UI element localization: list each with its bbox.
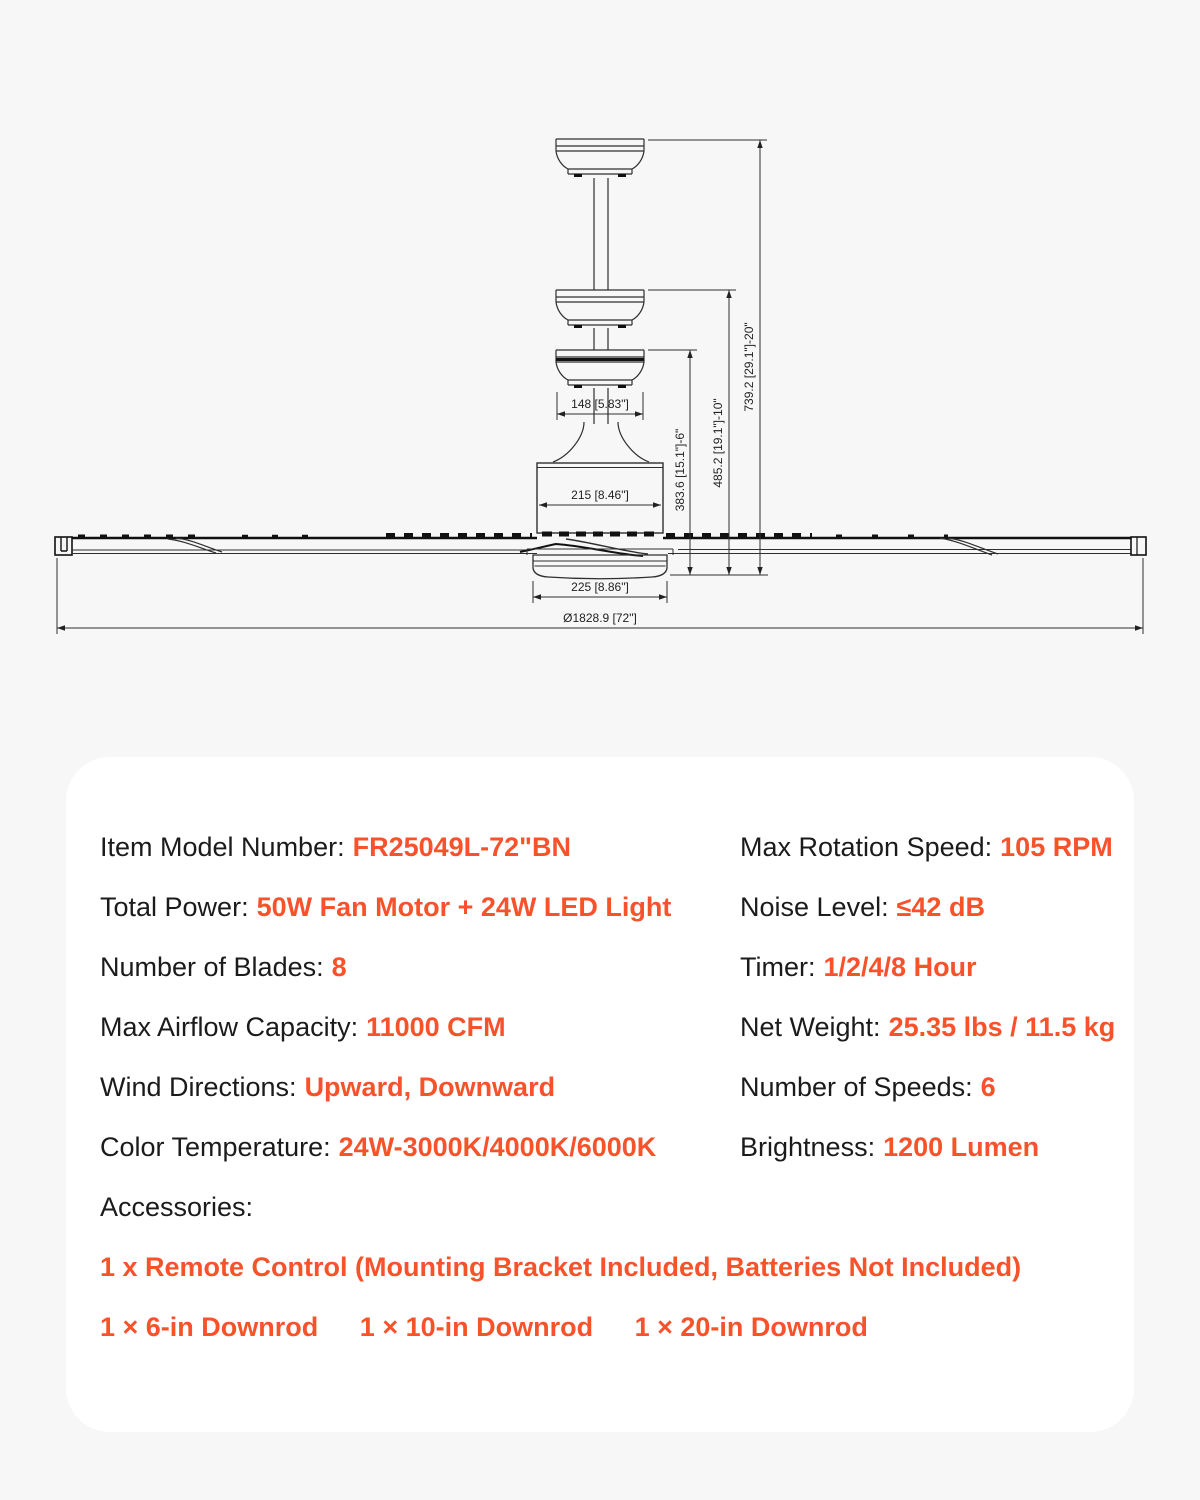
dim-motor-width (539, 488, 661, 508)
dim-blade-diameter-label: Ø1828.9 [72"] (563, 611, 637, 625)
downrod-upper (594, 178, 608, 290)
spec-label: Timer: (740, 952, 816, 982)
dim-height-20in (648, 140, 767, 575)
accessory-downrod-20in: 1 × 20-in Downrod (634, 1312, 868, 1342)
spec-row-net-weight (740, 997, 1115, 1057)
spec-row-timer (740, 937, 1115, 997)
spec-label: Accessories: (100, 1192, 254, 1222)
spec-label: Net Weight: (740, 1012, 881, 1042)
spec-value: FR25049L-72"BN (352, 832, 571, 862)
spec-row-noise-level (740, 877, 1115, 937)
spec-label: Total Power: (100, 892, 249, 922)
dim-canopy-width-label: 148 [5.83"] (571, 397, 629, 411)
spec-row-brightness (740, 1117, 1115, 1177)
accessory-downrods (100, 1297, 868, 1357)
accessory-downrod-6in: 1 × 6-in Downrod (100, 1312, 319, 1342)
spec-label: Max Rotation Speed: (740, 832, 993, 862)
spec-value: 25.35 lbs / 11.5 kg (888, 1012, 1116, 1042)
dim-light-width (533, 580, 667, 603)
accessory-remote-control: 1 x Remote Control (Mounting Bracket Included, Batteries Not Included) (100, 1252, 1022, 1282)
spec-column-right (740, 817, 1115, 1177)
spec-label: Color Temperature: (100, 1132, 331, 1162)
spec-label: Wind Directions: (100, 1072, 297, 1102)
dim-height-10in (648, 290, 736, 575)
fan-blades (55, 534, 1146, 556)
spec-row-blades (100, 937, 671, 997)
dim-canopy-width (557, 392, 643, 420)
canopy-6in (556, 350, 644, 388)
spec-row-model (100, 817, 671, 877)
canopy-20in (556, 139, 644, 177)
spec-row-color-temperature (100, 1117, 671, 1177)
spec-label: Number of Speeds: (740, 1072, 973, 1102)
fan-dimension-diagram (0, 0, 1200, 700)
spec-value: 1200 Lumen (883, 1132, 1040, 1162)
spec-value: Upward, Downward (304, 1072, 556, 1102)
spec-row-wind-directions (100, 1057, 671, 1117)
spec-value: 11000 CFM (366, 1012, 506, 1042)
dim-height-20in-label: 739.2 [29.1"]-20" (742, 322, 756, 412)
spec-value: 6 (980, 1072, 996, 1102)
spec-row-rotation-speed (740, 817, 1115, 877)
spec-label: Number of Blades: (100, 952, 324, 982)
spec-label: Item Model Number: (100, 832, 345, 862)
spec-row-accessories-heading (100, 1177, 671, 1237)
spec-label: Brightness: (740, 1132, 876, 1162)
spec-value: 24W-3000K/4000K/6000K (338, 1132, 657, 1162)
spec-value: 105 RPM (1000, 832, 1113, 862)
downrod-mid (594, 328, 608, 350)
dim-height-10in-label: 485.2 [19.1"]-10" (711, 398, 725, 488)
spec-value: 8 (331, 952, 347, 982)
spec-value: 1/2/4/8 Hour (823, 952, 977, 982)
spec-row-airflow (100, 997, 671, 1057)
dim-light-width-label: 225 [8.86"] (571, 580, 629, 594)
light-kit (527, 549, 673, 579)
spec-value: 50W Fan Motor + 24W LED Light (256, 892, 672, 922)
spec-label: Max Airflow Capacity: (100, 1012, 359, 1042)
spec-label: Noise Level: (740, 892, 889, 922)
dim-motor-width-label: 215 [8.46"] (571, 488, 629, 502)
spec-column-left (100, 817, 671, 1237)
accessory-downrod-10in: 1 × 10-in Downrod (359, 1312, 594, 1342)
dim-blade-diameter (57, 558, 1143, 634)
spec-panel (66, 757, 1134, 1432)
spec-row-speeds (740, 1057, 1115, 1117)
canopy-10in (556, 290, 644, 328)
spec-row-total-power (100, 877, 671, 937)
spec-value: ≤42 dB (896, 892, 985, 922)
mount-bell (553, 422, 649, 462)
dim-height-6in-label: 383.6 [15.1"]-6" (673, 428, 687, 512)
